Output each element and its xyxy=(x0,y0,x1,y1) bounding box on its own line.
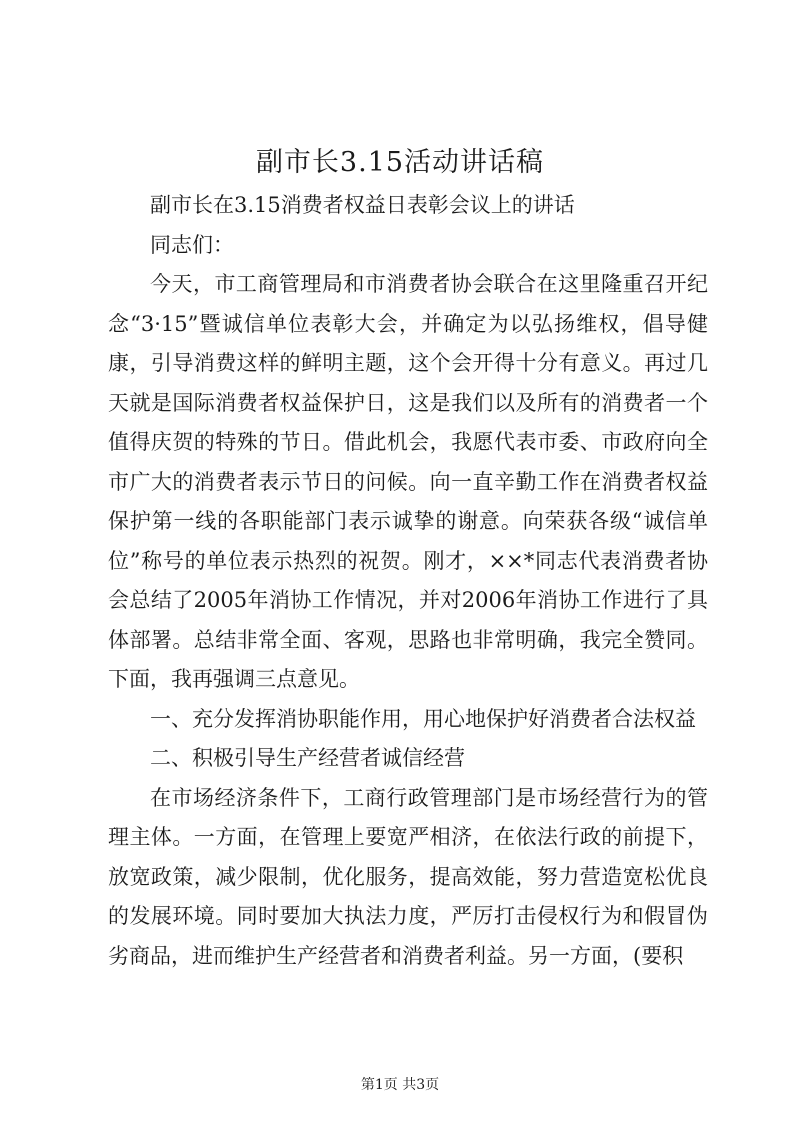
body-paragraph: 今天，市工商管理局和市消费者协会联合在这里隆重召开纪念“3·15”暨诚信单位表彰大会，并确定为以弘扬维权，倡导健康，引导消费这样的鲜明主题，这个会开得十分有意义。再过几天就是国际消费者权益保护日，这是我们以及所有的消费者一个值得庆贺的特殊的节日。借此机会，我愿代表市委、市政府向全市广大的消费者表示节日的问候。向一直辛勤工作在消费者权益保护第一线的各职能部门表示诚挚的谢意。向荣获各级“诚信单位”称号的单位表示热烈的祝贺。刚才，××*同志代表消费者协会总结了2005年消协工作情况，并对2006年消协工作进行了具体部署。总结非常全面、客观，思路也非常明确，我完全赞同。下面，我再强调三点意见。 xyxy=(108,272,708,691)
section-heading-2: 二、积极引导生产经营者诚信经营 xyxy=(150,746,465,770)
salutation-paragraph: 同志们： xyxy=(150,232,234,257)
page-number-footer: 第1页 共3页 xyxy=(360,1077,440,1093)
body-paragraph: 在市场经济条件下，工商行政管理部门是市场经营行为的管理主体。一方面，在管理上要宽严相济，在依法行政的前提下，放宽政策，减少限制，优化服务，提高效能，努力营造宽松优良的发展环境。同时要加大执法力度，严厉打击侵权行为和假冒伪劣商品，进而维护生产经营者和消费者利益。另一方面，(要积 xyxy=(108,785,708,968)
document-title: 副市长3.15活动讲话稿 xyxy=(255,147,545,178)
section-heading-1: 一、充分发挥消协职能作用，用心地保护好消费者合法权益 xyxy=(150,706,696,731)
subtitle-paragraph: 副市长在3.15消费者权益日表彰会议上的讲话 xyxy=(150,193,575,217)
document-body xyxy=(108,186,708,976)
